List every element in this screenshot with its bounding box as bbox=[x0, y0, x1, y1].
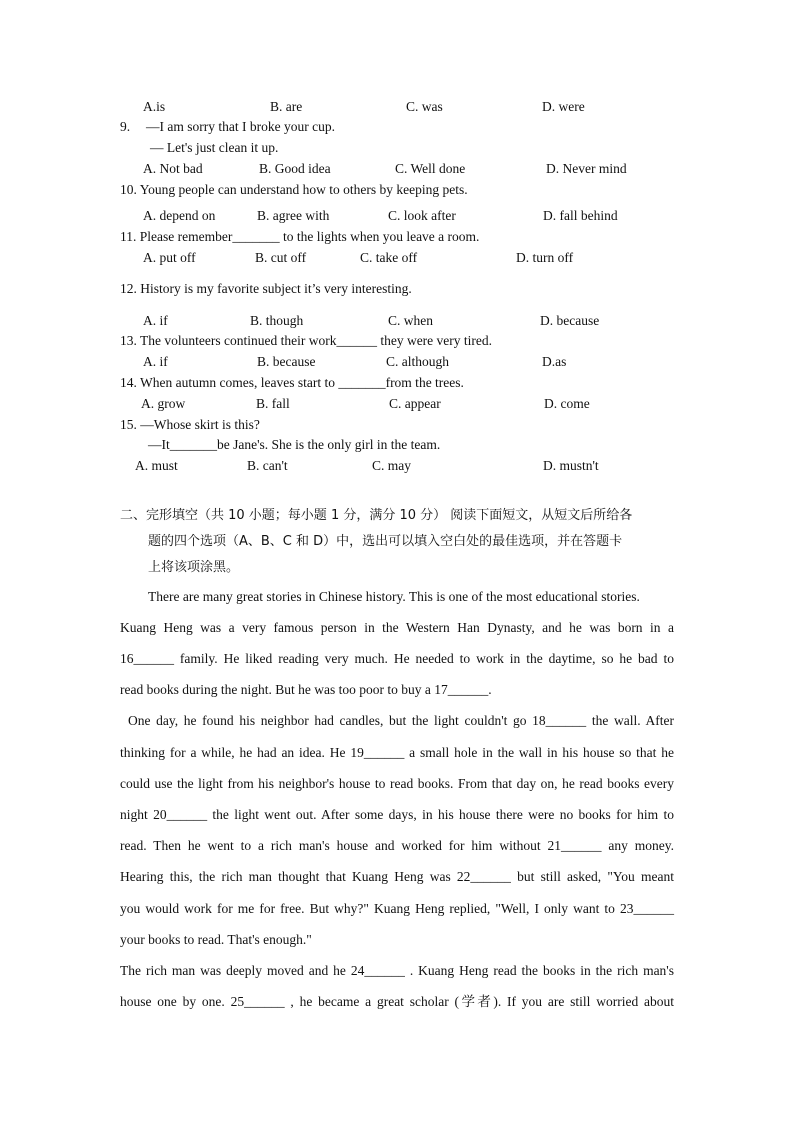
section2-heading-line2: 题的四个选项（A、B、C 和 D）中，选出可以填入空白处的最佳选项，并在答题卡 bbox=[148, 534, 623, 549]
passage-line-4: read books during the night. But he was too poor to buy a 17______. bbox=[120, 682, 492, 697]
passage-line-2: Kuang Heng was a very famous person in the Western Han Dynasty, and he was born in a bbox=[120, 620, 674, 635]
passage-line-10: Hearing this, the rich man thought that Kuang Heng was 22______ but still asked, "You meant bbox=[120, 869, 674, 884]
q9-option-a[interactable]: A. Not bad bbox=[143, 161, 203, 176]
q8-option-d[interactable]: D. were bbox=[542, 99, 585, 114]
q9-option-c[interactable]: C. Well done bbox=[395, 161, 466, 176]
passage-line-1: There are many great stories in Chinese history. This is one of the most educational stories. bbox=[148, 589, 640, 604]
q12-option-b[interactable]: B. though bbox=[250, 313, 304, 328]
passage-line-8: night 20______ the light went out. After some days, in his house there were no books for him to bbox=[120, 807, 674, 822]
passage-line-13: The rich man was deeply moved and he 24______ . Kuang Heng read the books in the rich man's bbox=[120, 963, 674, 978]
q14-stem: 14. When autumn comes, leaves start to _______from the trees. bbox=[120, 375, 464, 390]
passage-line-12: your books to read. That's enough." bbox=[120, 932, 312, 947]
q15-stem: 15. —Whose skirt is this? bbox=[120, 417, 260, 432]
q15-line2: —It_______be Jane's. She is the only girl in the team. bbox=[148, 437, 441, 452]
q9-line2: — Let's just clean it up. bbox=[150, 140, 279, 155]
q14-option-a[interactable]: A. grow bbox=[141, 396, 186, 411]
passage-line-14: house one by one. 25______ , he became a great scholar (学者). If you are still worried about bbox=[120, 994, 674, 1009]
section2-heading-line3: 上将该项涂黑。 bbox=[148, 560, 240, 575]
q11-option-b[interactable]: B. cut off bbox=[255, 250, 307, 265]
q11-option-d[interactable]: D. turn off bbox=[516, 250, 574, 265]
q9-option-b[interactable]: B. Good idea bbox=[259, 161, 331, 176]
q10-option-b[interactable]: B. agree with bbox=[257, 208, 330, 223]
q13-option-b[interactable]: B. because bbox=[257, 354, 316, 369]
passage-line-9: read. Then he went to a rich man's house and worked for him without 21______ any money. bbox=[120, 838, 674, 853]
passage-line-6: thinking for a while, he had an idea. He 19______ a small hole in the wall in his house so that he bbox=[120, 745, 674, 760]
q9-number: 9. bbox=[120, 119, 131, 134]
q9-option-d[interactable]: D. Never mind bbox=[546, 161, 627, 176]
passage-line-5: One day, he found his neighbor had candles, but the light couldn't go 18______ the wall. After bbox=[128, 713, 674, 728]
q10-option-a[interactable]: A. depend on bbox=[143, 208, 216, 223]
q15-option-b[interactable]: B. can't bbox=[247, 458, 288, 473]
q14-option-c[interactable]: C. appear bbox=[389, 396, 441, 411]
q8-option-c[interactable]: C. was bbox=[406, 99, 443, 114]
passage-line-11: you would work for me for free. But why?" Kuang Heng replied, "Well, I only want to 23______ bbox=[120, 901, 674, 916]
q10-option-d[interactable]: D. fall behind bbox=[543, 208, 618, 223]
q10-option-c[interactable]: C. look after bbox=[388, 208, 456, 223]
section2-heading-line1: 二、完形填空（共 10 小题；每小题 1 分，满分 10 分） 阅读下面短文，从短文后所给各 bbox=[120, 508, 633, 523]
q15-option-c[interactable]: C. may bbox=[372, 458, 411, 473]
passage-line-3: 16______ family. He liked reading very much. He needed to work in the daytime, so he bad to bbox=[120, 651, 674, 666]
q8-option-b[interactable]: B. are bbox=[270, 99, 303, 114]
passage-line-7: could use the light from his neighbor's house to read books. From that day on, he read books every bbox=[120, 776, 674, 791]
q8-option-a[interactable]: A.is bbox=[143, 99, 166, 114]
q13-stem: 13. The volunteers continued their work______ they were very tired. bbox=[120, 333, 493, 348]
q13-option-d[interactable]: D.as bbox=[542, 354, 567, 369]
q12-stem: 12. History is my favorite subject it’s very interesting. bbox=[120, 281, 412, 296]
q13-option-c[interactable]: C. although bbox=[386, 354, 449, 369]
q11-stem: 11. Please remember_______ to the lights when you leave a room. bbox=[120, 229, 480, 244]
q12-option-d[interactable]: D. because bbox=[540, 313, 600, 328]
q12-option-c[interactable]: C. when bbox=[388, 313, 433, 328]
q9-line1: —I am sorry that I broke your cup. bbox=[146, 119, 335, 134]
q15-option-d[interactable]: D. mustn't bbox=[543, 458, 599, 473]
q11-option-a[interactable]: A. put off bbox=[143, 250, 196, 265]
q11-option-c[interactable]: C. take off bbox=[360, 250, 418, 265]
q12-option-a[interactable]: A. if bbox=[143, 313, 168, 328]
q10-stem: 10. Young people can understand how to others by keeping pets. bbox=[120, 182, 468, 197]
q14-option-b[interactable]: B. fall bbox=[256, 396, 290, 411]
q15-option-a[interactable]: A. must bbox=[135, 458, 178, 473]
q14-option-d[interactable]: D. come bbox=[544, 396, 590, 411]
q13-option-a[interactable]: A. if bbox=[143, 354, 168, 369]
